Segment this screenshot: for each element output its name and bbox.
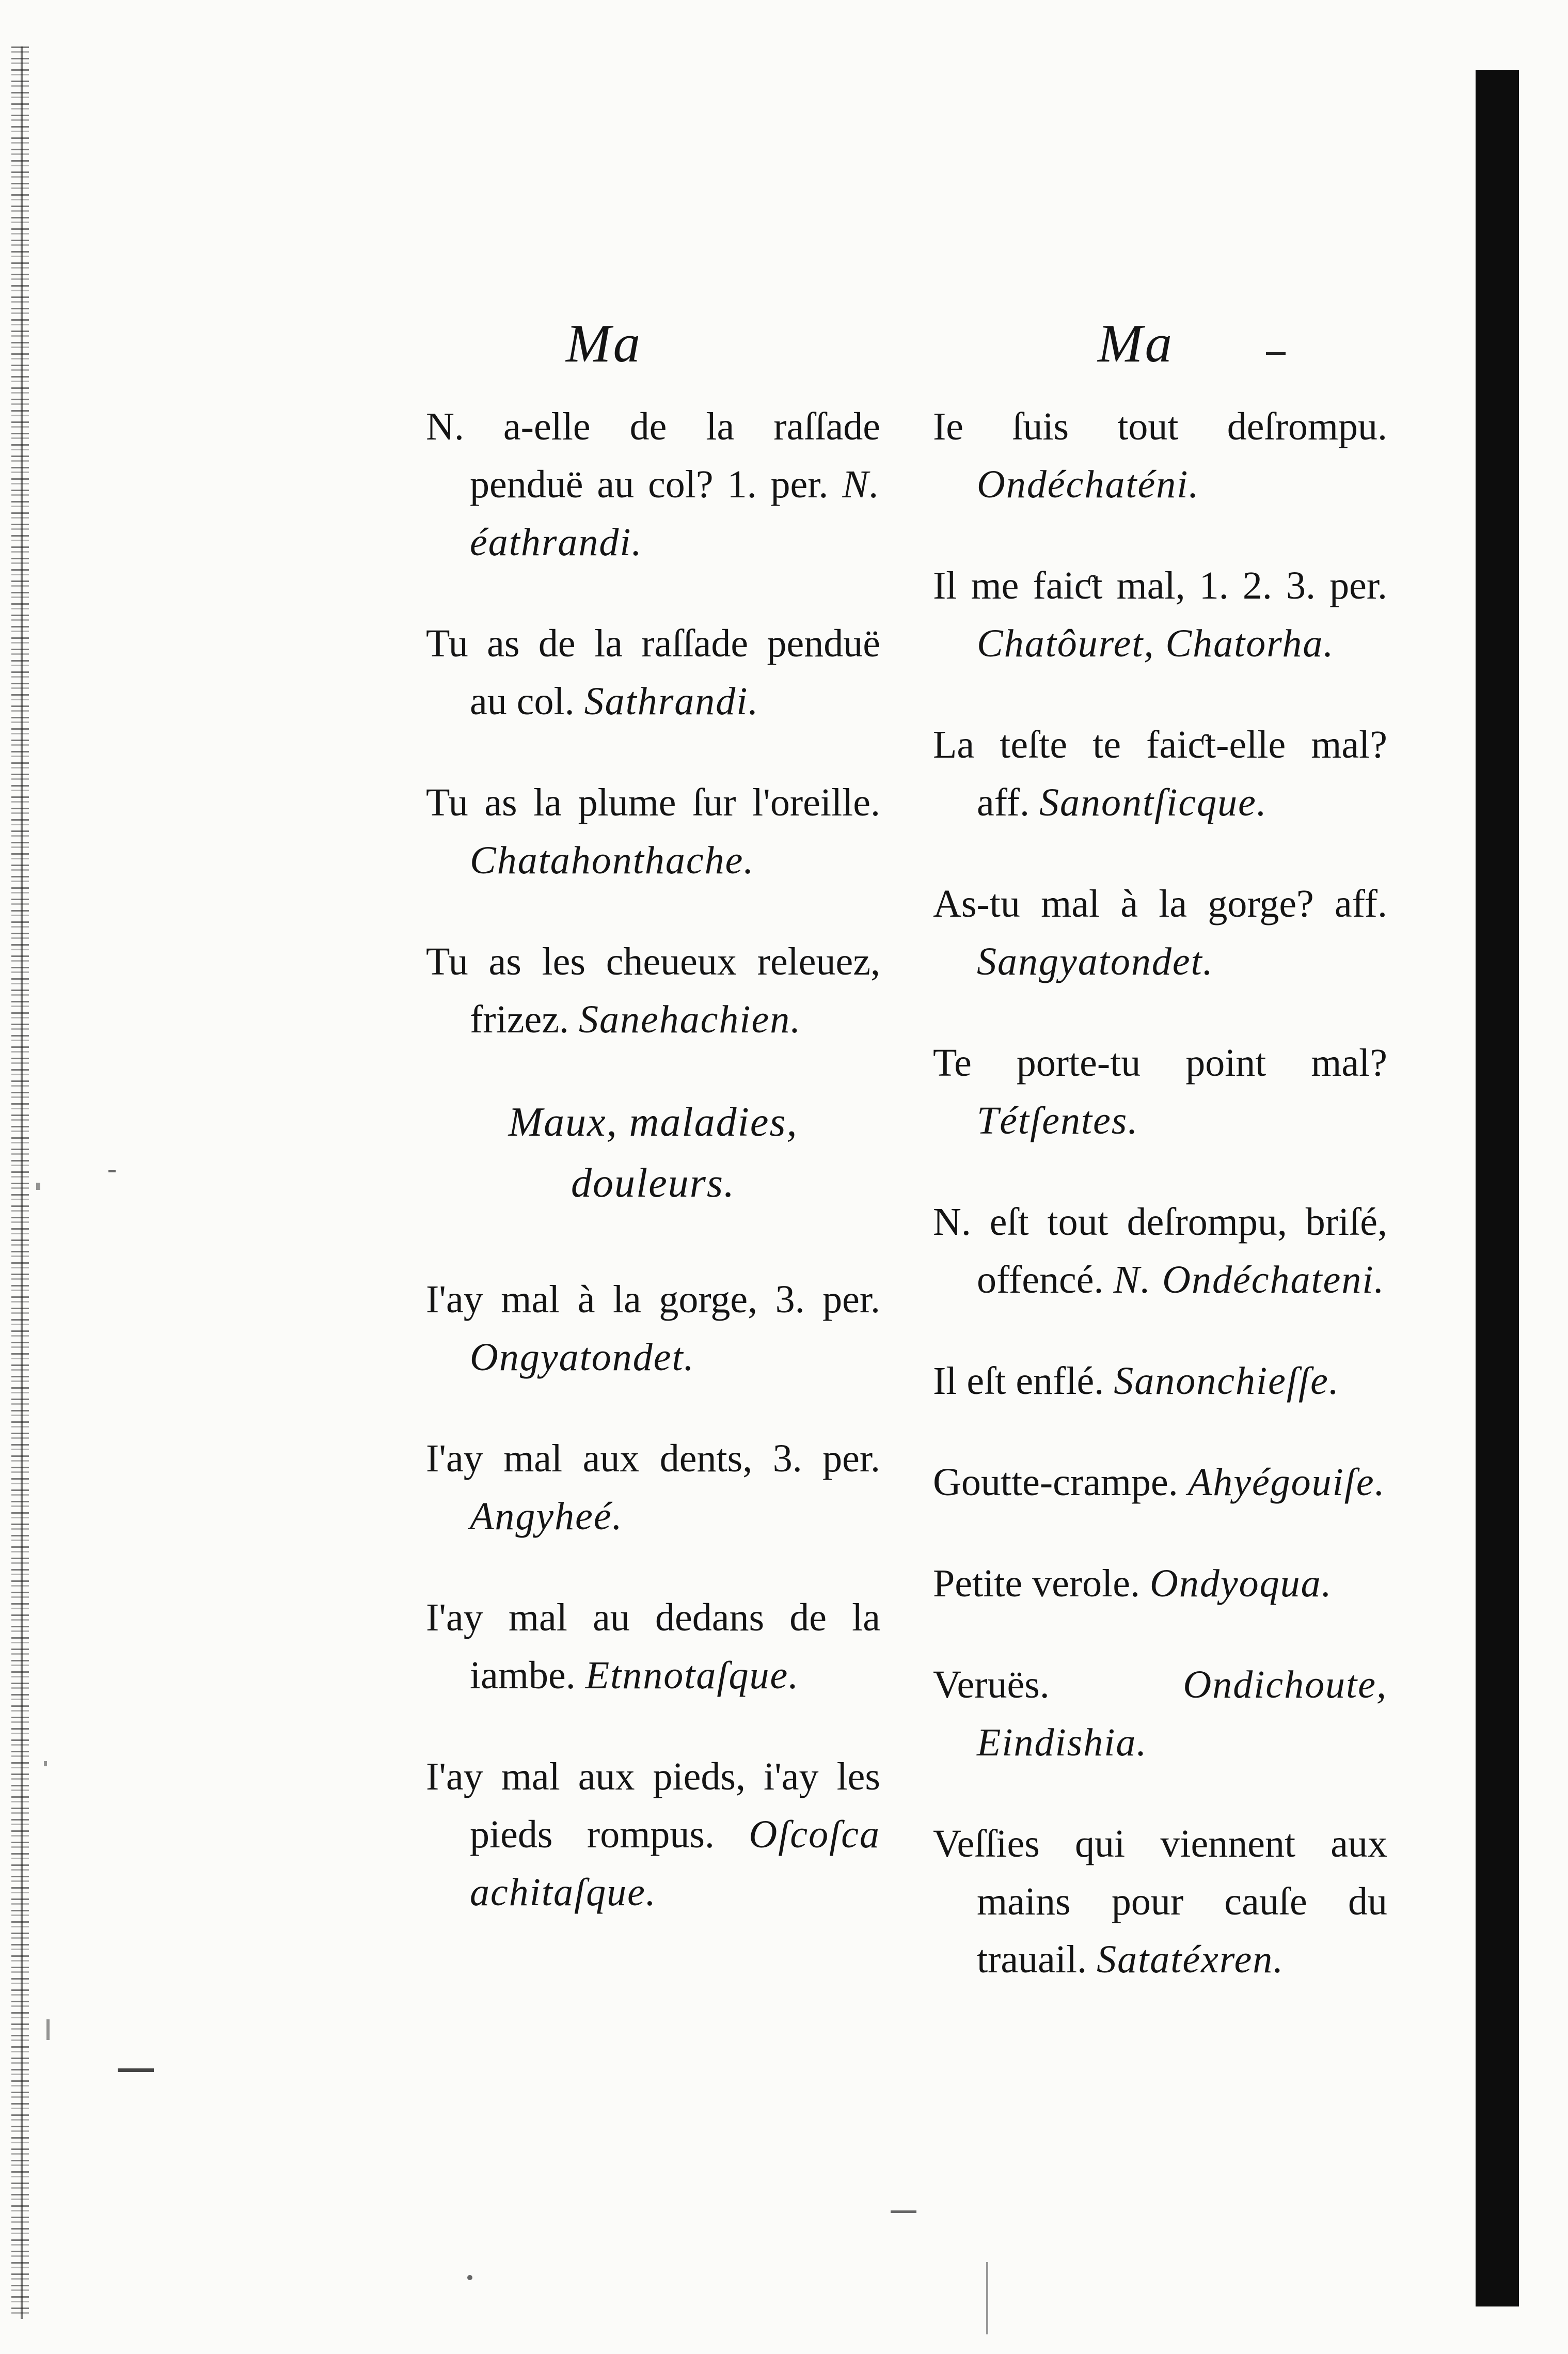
french-phrase: Il eſt enflé. (933, 1359, 1104, 1403)
glossary-entry (933, 1352, 1387, 1410)
huron-term: Ondyoqua. (1149, 1562, 1333, 1605)
glossary-entry (933, 1656, 1387, 1771)
huron-term: Ahyégouiſe. (1187, 1461, 1386, 1504)
running-head-right: Ma (1098, 313, 1174, 373)
glossary-entry (426, 398, 880, 571)
glossary-entry (933, 398, 1387, 513)
french-phrase: Tu as de la raſſade penduë au col. (426, 622, 880, 723)
french-phrase: I'ay mal aux dents, 3. per. (426, 1437, 880, 1480)
glossary-entry (933, 1815, 1387, 1988)
running-head-left: Ma (566, 313, 642, 373)
page-edge-shadow (1476, 70, 1519, 2306)
glossary-entry (426, 933, 880, 1048)
ink-speck (891, 2210, 916, 2213)
huron-term: Ongyatondet. (470, 1336, 695, 1379)
french-phrase: Il me faiƈt mal, 1. 2. 3. per. (933, 564, 1387, 607)
french-phrase: Te porte-tu point mal? (933, 1041, 1387, 1085)
french-phrase: Petite verole. (933, 1562, 1140, 1605)
glossary-entry (426, 615, 880, 730)
glossary-entry (933, 1034, 1387, 1150)
french-phrase: Veruës. (933, 1663, 1050, 1706)
french-phrase: N. a-elle de la raſſade penduë au col? 1. per. (426, 405, 880, 506)
french-phrase: Tu as les cheueux releuez, frizez. (426, 940, 880, 1041)
huron-term: Ondichoute, Eindishia. (977, 1663, 1387, 1764)
glossary-entry (933, 1193, 1387, 1309)
right-column (933, 398, 1387, 2032)
left-column (426, 398, 880, 1965)
huron-term: Sangyatondet. (977, 940, 1214, 983)
ink-speck (467, 2275, 472, 2280)
french-phrase: Ie ſuis tout deſrompu. (933, 405, 1387, 448)
huron-term: Sanonchieſſe. (1114, 1359, 1340, 1403)
glossary-entry (426, 1430, 880, 1545)
huron-term: Etnnotaſque. (585, 1654, 800, 1697)
glossary-entry (933, 875, 1387, 991)
huron-term: Satatéxren. (1097, 1938, 1285, 1981)
huron-term: Oſcoſca achitaſque. (470, 1813, 880, 1914)
ink-speck (108, 1170, 116, 1172)
ink-speck (986, 2262, 988, 2334)
glossary-entry (426, 1589, 880, 1704)
huron-term: Sanontſicque. (1039, 781, 1268, 824)
binding-gutter (0, 46, 62, 2319)
glossary-entry (933, 716, 1387, 831)
glossary-entry (426, 774, 880, 889)
french-phrase: Goutte-crampe. (933, 1461, 1178, 1504)
huron-term: Angyheé. (470, 1495, 623, 1538)
french-phrase: As-tu mal à la gorge? aff. (933, 882, 1387, 925)
huron-term: Sathrandi. (584, 680, 759, 723)
huron-term: Sanehachien. (578, 998, 802, 1041)
glossary-entry (426, 1270, 880, 1386)
french-phrase: I'ay mal au dedans de la iambe. (426, 1596, 880, 1697)
french-phrase: I'ay mal aux pieds, i'ay les pieds rompus. (426, 1755, 880, 1856)
huron-term: Tétſentes. (977, 1099, 1139, 1142)
huron-term: N. éathrandi. (470, 463, 881, 564)
running-head-dash (1266, 352, 1286, 355)
glossary-entry (426, 1748, 880, 1921)
huron-term: Chatahonthache. (470, 839, 755, 882)
french-phrase: La teſte te faiƈt-elle mal? aff. (933, 723, 1387, 824)
french-phrase: Tu as la plume ſur l'oreille. (426, 781, 880, 824)
glossary-entry (933, 557, 1387, 672)
french-phrase: Veſſies qui viennent aux mains pour cauſe du trauail. (933, 1822, 1387, 1981)
ink-speck (118, 2068, 154, 2072)
section-heading: Maux, maladies, douleurs. (508, 1100, 798, 1206)
french-phrase: N. eſt tout deſrompu, briſé, offencé. (933, 1200, 1387, 1301)
huron-term: N. Ondéchateni. (1113, 1258, 1385, 1301)
french-phrase: I'ay mal à la gorge, 3. per. (426, 1278, 880, 1321)
huron-term: Chatôuret, Chatorha. (977, 622, 1335, 665)
huron-term: Ondéchaténi. (977, 463, 1200, 506)
glossary-entry (933, 1555, 1387, 1612)
glossary-entry (933, 1453, 1387, 1511)
